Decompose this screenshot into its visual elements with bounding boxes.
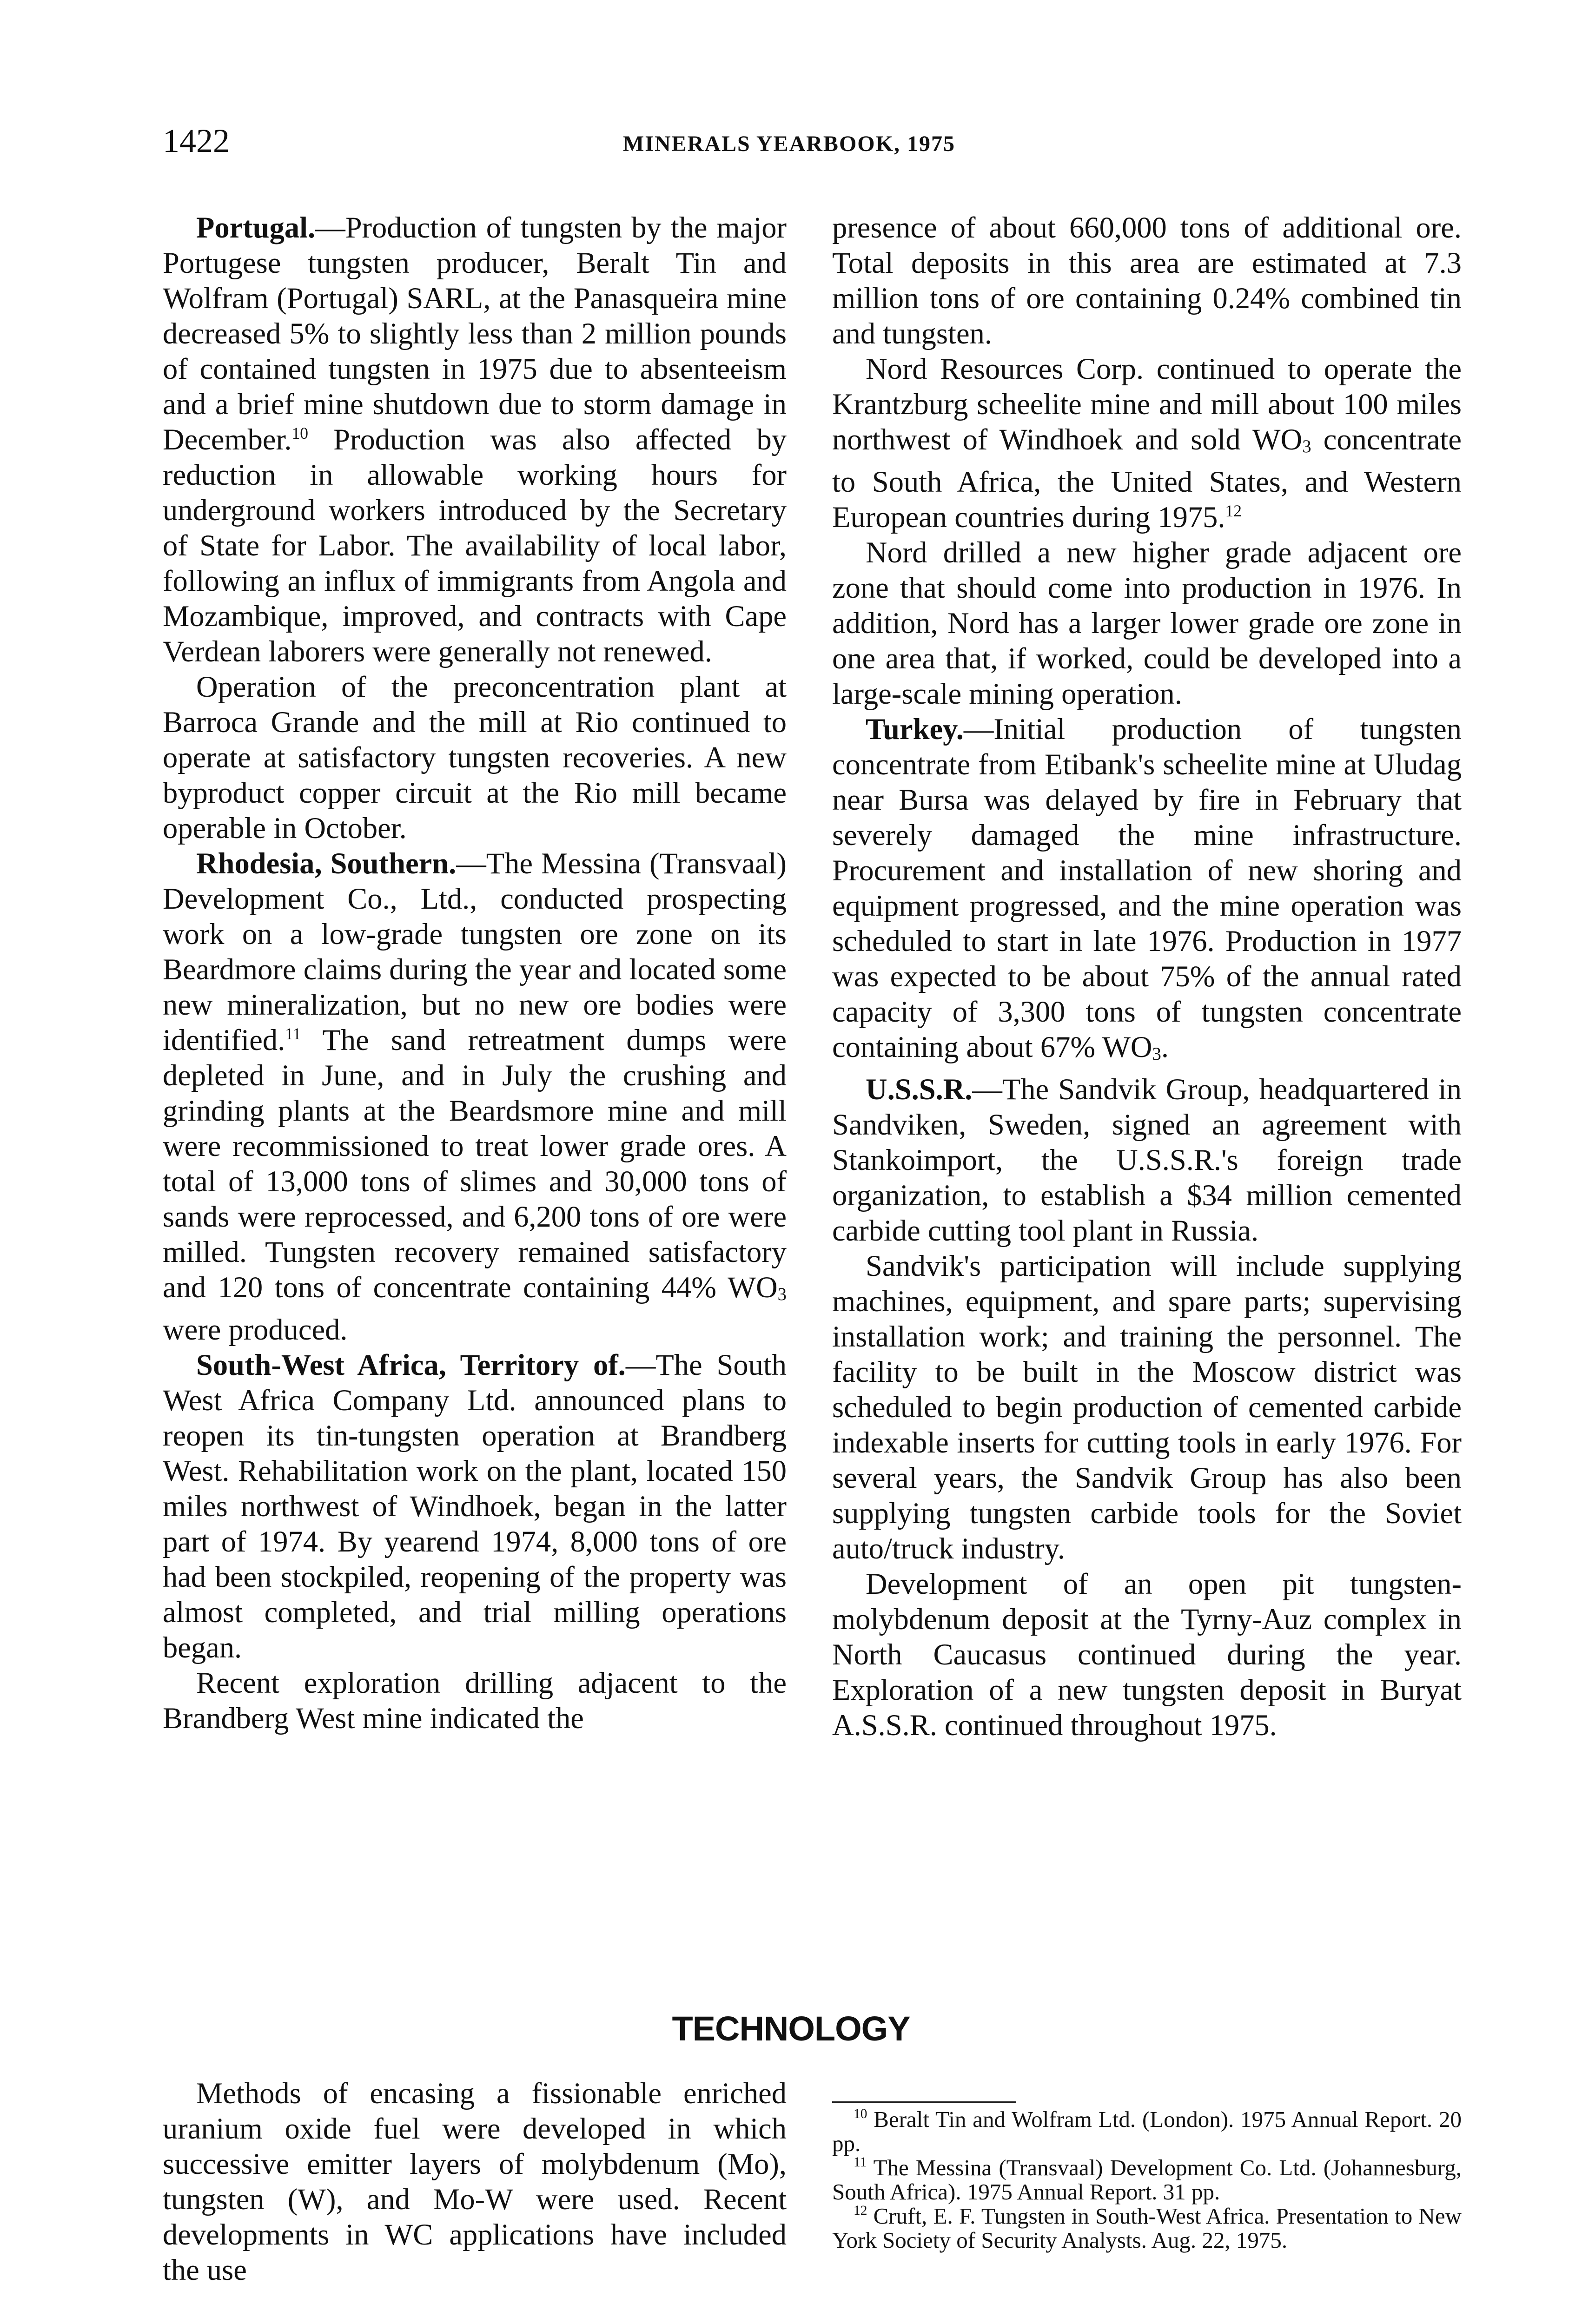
right-column xyxy=(832,210,1462,1743)
nord-paragraph-1: Nord Resources Corp. continued to operate the Krantzburg scheelite mine and mill about 100 miles northwest of Windhoek and sold $WO_3$ concentrate to South Africa, the United States, and Western European countries during 1975.12 xyxy=(832,352,1462,534)
sw-africa-continued-paragraph: presence of about 660,000 tons of additional ore. Total deposits in this area are estimated at 7.3 million tons of ore containing 0.24% combined tin and tungsten. xyxy=(832,211,1462,350)
footnote-ref-11: 11 xyxy=(285,1024,301,1043)
ussr-heading: U.S.S.R. xyxy=(866,1072,973,1106)
ussr-paragraph-2: Sandvik's participation will include supplying machines, equipment, and spare parts; supervising installation work; and training the personnel. The facility to be built in the Moscow district was scheduled to begin production of cemented carbide indexable inserts for cutting tools in early 1976. For several years, the Sandvik Group has also been supplying tungsten carbide tools for the Soviet auto/truck industry. xyxy=(832,1249,1462,1565)
page-number: 1422 xyxy=(163,122,230,159)
footnote: $^{12}$ Cruft, E. F. Tungsten in South-West Africa. Presentation to New York Society of Security Analysts. Aug. 22, 1975. xyxy=(832,2203,1462,2253)
footnotes xyxy=(832,2107,1462,2252)
left-column xyxy=(163,210,787,1736)
sw-africa-heading: South-West Africa, Territory of. xyxy=(196,1348,626,1381)
rhodesia-heading: Rhodesia, Southern. xyxy=(196,847,457,880)
technology-section xyxy=(163,2076,787,2288)
technology-paragraph: Methods of encasing a fissionable enriched uranium oxide fuel were developed in which successive emitter layers of molybdenum (Mo), tungsten (W), and Mo-W were used. Recent developments in WC applications have included the use xyxy=(163,2077,787,2286)
portugal-heading: Portugal. xyxy=(196,211,316,244)
rhodesia-paragraph-1: Rhodesia, Southern.—The Messina (Transvaal) Development Co., Ltd., conducted prospecting work on a low-grade tungsten ore zone on its Beardmore claims during the year and located some new mineralization, but no new ore bodies were identified.$^{11}$ The sand retreatment dumps were depleted in June, and in July the crushing and grinding plants at the Beardsmore mine and mill were recommissioned to treat lower grade ores. A total of 13,000 tons of slimes and 30,000 tons of sands were reprocessed, and 6,200 tons of ore were milled. Tungsten recovery remained satisfactory and 120 tons of concentrate containing 44% $WO_3$ were produced. xyxy=(163,847,787,1346)
footnote: $^{11}$ The Messina (Transvaal) Development Co. Ltd. (Johannesburg, South Africa). 1975 Annual Report. 31 pp. xyxy=(832,2154,1462,2205)
portugal-paragraph-2: Operation of the preconcentration plant at Barroca Grande and the mill at Rio continued to operate at satisfactory tungsten recoveries. A new byproduct copper circuit at the Rio mill became operable in October. xyxy=(163,670,787,845)
footnote: $^{10}$ Beralt Tin and Wolfram Ltd. (London). 1975 Annual Report. 20 pp. xyxy=(832,2106,1462,2156)
ussr-paragraph-3: Development of an open pit tungsten-molybdenum deposit at the Tyrny-Auz complex in North Caucasus continued during the year. Exploration of a new tungsten deposit in Buryat A.S.S.R. continued throughout 1975. xyxy=(832,1567,1462,1742)
turkey-heading: Turkey. xyxy=(866,712,964,746)
turkey-paragraph: Turkey.—Initial production of tungsten concentrate from Etibank's scheelite mine at Uludag near Bursa was delayed by fire in February that severely damaged the mine infrastructure. Procurement and installation of new shoring and equipment progressed, and the mine operation was scheduled to start in late 1976. Production in 1977 was expected to be about 75% of the annual rated capacity of 3,300 tons of tungsten concentrate containing about 67% $WO_3$. xyxy=(832,712,1462,1064)
footnote-divider xyxy=(832,2101,1016,2103)
running-title: MINERALS YEARBOOK, 1975 xyxy=(623,132,955,156)
footnote-ref-12: 12 xyxy=(1225,501,1242,520)
sw-africa-paragraph-1: South-West Africa, Territory of.—The South West Africa Company Ltd. announced plans to reopen its tin-tungsten operation at Brandberg West. Rehabilitation work on the plant, located 150 miles northwest of Windhoek, began in the latter part of 1974. By yearend 1974, 8,000 tons of ore had been stockpiled, reopening of the property was almost completed, and trial milling operations began. xyxy=(163,1348,787,1664)
nord-paragraph-2: Nord drilled a new higher grade adjacent ore zone that should come into production in 1976. In addition, Nord has a larger lower grade ore zone in one area that, if worked, could be developed into a large-scale mining operation. xyxy=(832,535,1462,710)
ussr-paragraph-1: U.S.S.R.—The Sandvik Group, headquartered in Sandviken, Sweden, signed an agreement with Stankoimport, the U.S.S.R.'s foreign trade organization, to establish a $34 million cemented carbide cutting tool plant in Russia. xyxy=(832,1072,1462,1247)
sw-africa-paragraph-2: Recent exploration drilling adjacent to the Brandberg West mine indicated the xyxy=(163,1666,787,1735)
technology-section-title: TECHNOLOGY xyxy=(672,2009,910,2048)
footnote-ref-10: 10 xyxy=(291,423,309,442)
portugal-paragraph-1: Portugal.—Production of tungsten by the major Portugese tungsten producer, Beralt Tin and Wolfram (Portugal) SARL, at the Panasqueira mine decreased 5% to slightly less than 2 million pounds of contained tungsten in 1975 due to absenteeism and a brief mine shutdown due to storm damage in December.$^{10}$ Production was also affected by reduction in allowable working hours for underground workers introduced by the Secretary of State for Labor. The availability of local labor, following an influx of immigrants from Angola and Mozambique, improved, and contracts with Cape Verdean laborers were generally not renewed. xyxy=(163,211,787,668)
